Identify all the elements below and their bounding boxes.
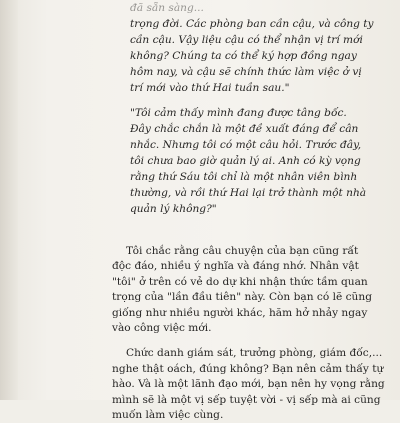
quote-line: quản lý không?"	[130, 203, 217, 216]
quote-line: đã sẵn sàng...	[130, 2, 204, 14]
quote-line: trí mới vào thứ Hai tuần sau."	[130, 82, 290, 95]
quoted-dialogue	[130, 0, 392, 217]
quote-line: rằng thứ Sáu tôi chỉ là một nhân viên bình	[130, 170, 358, 183]
body-line: trọng của "lần đầu tiên" này. Còn bạn có lẽ cũng	[112, 291, 372, 304]
quote-line: tôi chưa bao giờ quản lý ai. Anh có kỳ vọng	[130, 154, 361, 167]
body-line: hào. Và là một lãnh đạo mới, bạn nên hy vọng rằng	[112, 378, 385, 391]
body-line: Tôi chắc rằng câu chuyện của bạn cũng rất	[126, 245, 359, 257]
quote-paragraph-1	[130, 0, 392, 97]
quote-line: cần cậu. Vậy liệu cậu có thể nhận vị trí mới	[130, 34, 363, 47]
body-line: "tôi" ở trên có vẻ do dự khi nhận thức tầm quan	[112, 275, 368, 288]
quote-line: hôm nay, và cậu sẽ chính thức làm việc ở vị	[130, 66, 362, 79]
body-line: giống như nhiều người khác, hăm hở nhảy ngay	[112, 306, 368, 319]
quote-line: trọng đời. Các phòng ban cần cậu, và công ty	[130, 18, 374, 31]
body-line: mình sẽ là một vị sếp tuyệt vời - vị sếp mà ai cũng	[112, 393, 381, 406]
quote-paragraph-2	[130, 105, 392, 218]
quote-line: thường, và rồi thứ Hai lại trở thành một nhà	[130, 187, 367, 200]
body-paragraph-2	[112, 346, 396, 423]
body-line: độc đáo, nhiều ý nghĩa và đáng nhớ. Nhân vật	[112, 260, 359, 273]
quote-line: nhắc. Nhưng tôi có một câu hỏi. Trước đây,	[130, 138, 362, 151]
body-line: nghe thật oách, đúng không? Bạn nên cảm thấy tự	[112, 362, 384, 375]
body-line: muốn làm việc cùng.	[112, 408, 224, 421]
quote-line: Đây chắc chắn là một đề xuất đáng để cân	[130, 122, 359, 135]
body-text	[112, 244, 396, 423]
quote-line: "Tôi cảm thấy mình đang được tâng bốc.	[130, 106, 347, 119]
body-line: vào công việc mới.	[112, 321, 212, 334]
quote-line: không? Chúng ta có thể ký hợp đồng ngay	[130, 50, 357, 63]
body-paragraph-1	[112, 244, 396, 336]
body-line: Chức danh giám sát, trưởng phòng, giám đốc,...	[126, 347, 383, 360]
page-gutter	[0, 0, 18, 400]
